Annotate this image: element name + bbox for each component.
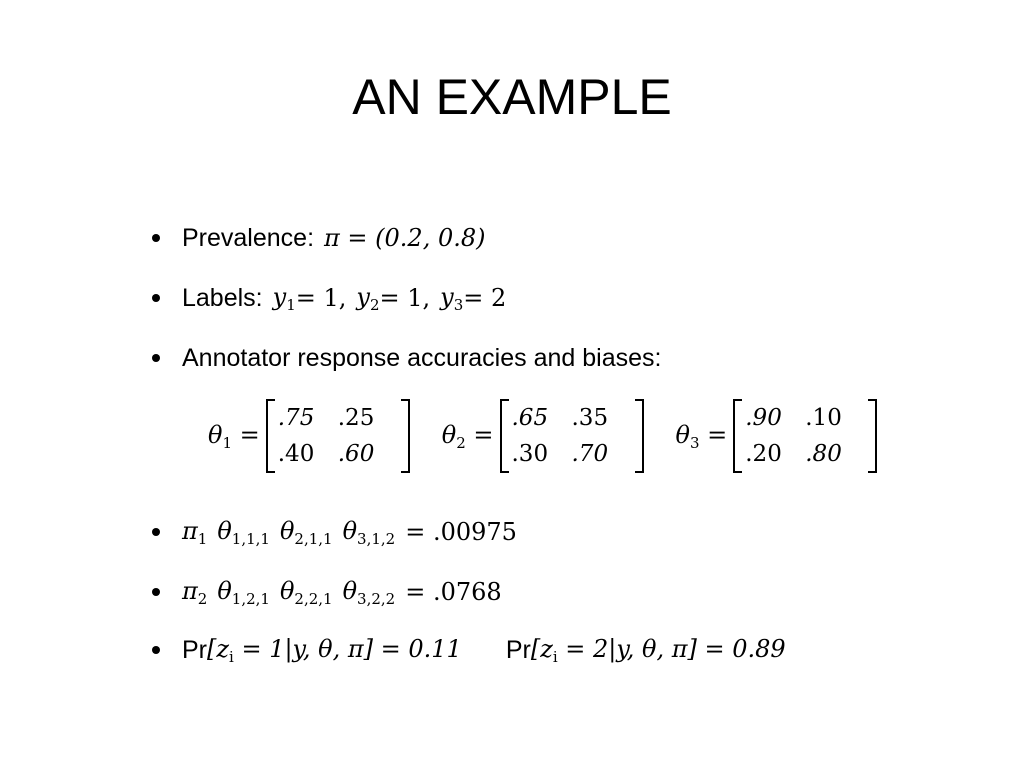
posterior-expr-2: [$z_i = 2|y$, θ, π] = 0.89 [530,634,786,666]
bullet-dot [152,354,160,362]
theta-3-matrix [676,403,878,469]
matrix-cell: .75 [277,405,315,431]
product-theta-c: $\theta_{3,2,2}$ [342,576,396,608]
matrix-cell: .30 [511,441,549,467]
annotator-label: Annotator response accuracies and biases: [182,343,662,372]
posterior-pr-2: Pr [505,635,531,664]
product-theta-b: $\theta_{2,1,1}$ [279,516,333,548]
label-y3-value: = 2 [463,284,507,312]
matrix-cell: .65 [511,405,549,431]
matrix-cell: .35 [571,405,609,431]
matrix-body [266,403,410,469]
posterior-pr-1: Pr [182,635,207,664]
matrix-name: $\theta_2$ = [441,420,494,452]
bullet-dot [152,646,160,654]
matrix-cell: .20 [745,441,782,467]
label-y1: $y_1$ [272,282,296,314]
product-theta-a: $\theta_{1,1,1}$ [217,516,270,548]
matrix-cell: .10 [805,405,842,431]
product-theta-c: $\theta_{3,1,2}$ [342,516,396,548]
product-theta-b: $\theta_{2,2,1}$ [279,576,333,608]
posterior-expr-1: [$z_i = 1|y$, θ, π] = 0.11 [207,634,462,666]
theta-2-matrix [442,403,644,469]
matrix-body [733,403,877,469]
matrix-cell: .70 [571,441,609,467]
matrix-name: $\theta_1$ = [208,420,260,452]
bullet-labels [150,278,506,318]
bullet-dot [152,588,160,596]
matrix-name: $\theta_3$ = [675,420,728,452]
slide-title: AN EXAMPLE [352,69,672,125]
prevalence-label: Prevalence: [182,223,315,252]
product-result: = .0768 [405,578,502,606]
matrix-cell: .90 [745,405,782,431]
bullet-dot [152,528,160,536]
bullet-annotator [150,338,661,378]
label-y2-value: = 1, [379,284,431,312]
matrix-cell: .25 [337,405,375,431]
product-pi: $\pi_1$ [182,516,208,548]
bullet-product-2 [150,572,502,612]
label-y3: $y_3$ [440,282,464,314]
theta-matrices [208,396,877,476]
matrix-cell: .40 [277,441,315,467]
label-y2: $y_2$ [356,282,380,314]
bullet-product-1 [150,512,517,552]
matrix-body [500,403,644,469]
matrix-cell: .80 [805,441,842,467]
label-y1-value: = 1, [295,284,347,312]
product-result: = .00975 [405,518,517,546]
theta-1-matrix [208,403,410,469]
bullet-prevalence [150,218,486,258]
bullet-dot [152,234,160,242]
product-pi: $\pi_2$ [182,576,208,608]
product-theta-a: $\theta_{1,2,1}$ [217,576,270,608]
matrix-cell: .60 [337,441,375,467]
prevalence-math: π = (0.2, 0.8) [324,224,486,252]
bullet-dot [152,294,160,302]
labels-label: Labels: [182,283,263,312]
bullet-posterior [150,630,786,670]
